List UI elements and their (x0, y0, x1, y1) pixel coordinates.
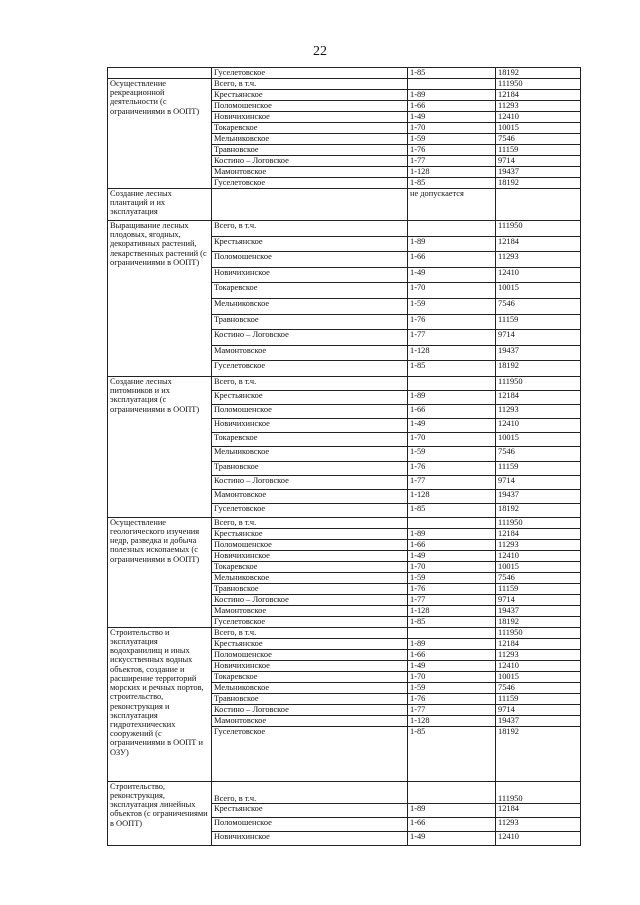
area-cell: 7546 (496, 447, 581, 461)
area-cell: 12410 (496, 267, 581, 283)
area-cell: 10015 (496, 283, 581, 299)
area-cell: 9714 (496, 330, 581, 346)
area-cell: 10015 (496, 561, 581, 572)
area-cell: 111950 (496, 221, 581, 237)
quarters-cell: 1-70 (408, 123, 496, 134)
quarters-cell: 1-70 (408, 283, 496, 299)
area-cell: 7546 (496, 572, 581, 583)
table-row (108, 221, 581, 237)
forestry-cell: Травновское (212, 583, 408, 594)
table-row (108, 517, 581, 528)
forestry-cell: Токаревское (212, 283, 408, 299)
quarters-cell: 1-89 (408, 236, 496, 252)
activity-cell: Создание лесных плантаций и их эксплуатация (108, 189, 212, 221)
forestry-cell: Костино – Логовское (212, 594, 408, 605)
area-cell: 111950 (496, 517, 581, 528)
quarters-cell: 1-49 (408, 832, 496, 846)
area-cell: 18192 (496, 68, 581, 79)
quarters-cell (408, 781, 496, 803)
area-cell: 18192 (496, 503, 581, 517)
forestry-cell: Костино – Логовское (212, 704, 408, 715)
forestry-cell: Всего, в т.ч. (212, 781, 408, 803)
quarters-cell: 1-70 (408, 433, 496, 447)
quarters-cell: 1-66 (408, 817, 496, 831)
forestry-cell: Мельниковское (212, 682, 408, 693)
quarters-cell (408, 517, 496, 528)
area-cell: 19437 (496, 167, 581, 178)
area-cell: 18192 (496, 361, 581, 377)
area-cell: 11159 (496, 461, 581, 475)
area-cell: 11293 (496, 649, 581, 660)
area-cell: 12184 (496, 528, 581, 539)
forestry-cell: Поломошенское (212, 252, 408, 268)
quarters-cell: 1-66 (408, 649, 496, 660)
area-cell: 11159 (496, 314, 581, 330)
quarters-cell: 1-70 (408, 561, 496, 572)
activity-cell: Выращивание лесных плодовых, ягодных, декоративных растений, лекарственных растений (с ограничениями в ООПТ) (108, 221, 212, 377)
area-cell: 11159 (496, 145, 581, 156)
forestry-cell: Гуселетовское (212, 361, 408, 377)
forestry-cell: Травновское (212, 314, 408, 330)
forestry-cell: Гуселетовское (212, 503, 408, 517)
forestry-cell: Всего, в т.ч. (212, 376, 408, 390)
forestry-cell: Всего, в т.ч. (212, 79, 408, 90)
quarters-cell (408, 221, 496, 237)
quarters-cell: 1-89 (408, 90, 496, 101)
forestry-cell: Костино – Логовское (212, 156, 408, 167)
forestry-cell: Токаревское (212, 561, 408, 572)
area-cell: 111950 (496, 79, 581, 90)
quarters-cell (408, 79, 496, 90)
area-cell: 9714 (496, 704, 581, 715)
forestry-cell: Мамонтовское (212, 489, 408, 503)
table-row (108, 627, 581, 638)
area-cell: 11159 (496, 583, 581, 594)
quarters-cell: 1-77 (408, 330, 496, 346)
area-cell: 18192 (496, 726, 581, 781)
area-cell (496, 189, 581, 221)
quarters-cell: не допускается (408, 189, 496, 221)
forestry-cell (212, 189, 408, 221)
area-cell: 19437 (496, 489, 581, 503)
area-cell: 111950 (496, 627, 581, 638)
area-cell: 10015 (496, 671, 581, 682)
quarters-cell: 1-70 (408, 671, 496, 682)
area-cell: 11293 (496, 817, 581, 831)
quarters-cell (408, 627, 496, 638)
forestry-cell: Поломошенское (212, 405, 408, 419)
quarters-cell: 1-77 (408, 156, 496, 167)
quarters-cell: 1-89 (408, 803, 496, 817)
forestry-cell: Новичихинское (212, 660, 408, 671)
area-cell: 111950 (496, 781, 581, 803)
quarters-cell: 1-76 (408, 583, 496, 594)
forestry-cell: Травновское (212, 693, 408, 704)
area-cell: 7546 (496, 134, 581, 145)
quarters-cell: 1-128 (408, 167, 496, 178)
forestry-cell: Гуселетовское (212, 616, 408, 627)
quarters-cell: 1-66 (408, 252, 496, 268)
quarters-cell: 1-66 (408, 101, 496, 112)
area-cell: 12184 (496, 236, 581, 252)
forestry-cell: Мамонтовское (212, 605, 408, 616)
forestry-cell: Травновское (212, 461, 408, 475)
area-cell: 9714 (496, 594, 581, 605)
activity-cell: Осуществление геологического изучения недр, разведка и добыча полезных ископаемых (с ограничениями в ООПТ) (108, 517, 212, 627)
quarters-cell: 1-128 (408, 489, 496, 503)
forestry-cell: Мельниковское (212, 298, 408, 314)
area-cell: 11293 (496, 539, 581, 550)
area-cell: 12410 (496, 660, 581, 671)
area-cell: 12184 (496, 90, 581, 101)
forestry-cell: Мельниковское (212, 134, 408, 145)
quarters-cell: 1-49 (408, 550, 496, 561)
forestry-cell: Поломошенское (212, 817, 408, 831)
quarters-cell: 1-59 (408, 572, 496, 583)
quarters-cell: 1-85 (408, 68, 496, 79)
table-row (108, 376, 581, 390)
area-cell: 111950 (496, 376, 581, 390)
area-cell: 12184 (496, 638, 581, 649)
forestry-cell: Токаревское (212, 671, 408, 682)
quarters-cell: 1-76 (408, 145, 496, 156)
area-cell: 19437 (496, 715, 581, 726)
forestry-cell: Крестьянское (212, 391, 408, 405)
forestry-cell: Мамонтовское (212, 167, 408, 178)
activity-cell: Строительство, реконструкция, эксплуатация линейных объектов (с ограничениями в ООПТ) (108, 781, 212, 845)
quarters-cell: 1-49 (408, 267, 496, 283)
quarters-cell: 1-77 (408, 594, 496, 605)
area-cell: 12410 (496, 550, 581, 561)
quarters-cell: 1-128 (408, 605, 496, 616)
area-cell: 7546 (496, 298, 581, 314)
forestry-cell: Всего, в т.ч. (212, 517, 408, 528)
quarters-cell: 1-89 (408, 391, 496, 405)
quarters-cell: 1-59 (408, 134, 496, 145)
forestry-cell: Новичихинское (212, 832, 408, 846)
quarters-cell: 1-66 (408, 405, 496, 419)
quarters-cell: 1-77 (408, 704, 496, 715)
quarters-cell: 1-49 (408, 419, 496, 433)
forestry-cell: Гуселетовское (212, 68, 408, 79)
table-row (108, 781, 581, 803)
forestry-cell: Крестьянское (212, 528, 408, 539)
quarters-cell: 1-77 (408, 475, 496, 489)
area-cell: 12410 (496, 832, 581, 846)
area-cell: 10015 (496, 433, 581, 447)
forestry-cell: Новичихинское (212, 550, 408, 561)
forestry-cell: Мельниковское (212, 447, 408, 461)
quarters-cell: 1-76 (408, 693, 496, 704)
forestry-cell: Крестьянское (212, 236, 408, 252)
forestry-cell: Крестьянское (212, 638, 408, 649)
forestry-cell: Мамонтовское (212, 715, 408, 726)
page-number: 22 (313, 44, 327, 59)
quarters-cell: 1-85 (408, 361, 496, 377)
area-cell: 12410 (496, 419, 581, 433)
forestry-cell: Поломошенское (212, 649, 408, 660)
quarters-cell: 1-59 (408, 682, 496, 693)
forestry-cell: Всего, в т.ч. (212, 221, 408, 237)
table-row (108, 68, 581, 79)
quarters-cell: 1-49 (408, 660, 496, 671)
area-cell: 9714 (496, 475, 581, 489)
area-cell: 9714 (496, 156, 581, 167)
area-cell: 7546 (496, 682, 581, 693)
forestry-cell: Новичихинское (212, 267, 408, 283)
area-cell: 19437 (496, 605, 581, 616)
forestry-cell: Костино – Логовское (212, 330, 408, 346)
forestry-cell: Костино – Логовское (212, 475, 408, 489)
quarters-cell: 1-76 (408, 314, 496, 330)
quarters-cell: 1-128 (408, 345, 496, 361)
forestry-cell: Гуселетовское (212, 726, 408, 781)
table-row (108, 79, 581, 90)
forestry-cell: Мамонтовское (212, 345, 408, 361)
quarters-cell (408, 376, 496, 390)
quarters-cell: 1-85 (408, 178, 496, 189)
area-cell: 12184 (496, 391, 581, 405)
forestry-cell: Крестьянское (212, 90, 408, 101)
area-cell: 12184 (496, 803, 581, 817)
quarters-cell: 1-49 (408, 112, 496, 123)
area-cell: 18192 (496, 178, 581, 189)
forestry-cell: Новичихинское (212, 112, 408, 123)
forestry-cell: Крестьянское (212, 803, 408, 817)
table-body (108, 68, 581, 846)
forestry-cell: Травновское (212, 145, 408, 156)
quarters-cell: 1-89 (408, 638, 496, 649)
quarters-cell: 1-85 (408, 503, 496, 517)
activity-cell (108, 68, 212, 79)
forestry-cell: Гуселетовское (212, 178, 408, 189)
area-cell: 19437 (496, 345, 581, 361)
table-row (108, 189, 581, 221)
activity-cell: Осуществление рекреационной деятельности (с ограничениями в ООПТ) (108, 79, 212, 189)
quarters-cell: 1-66 (408, 539, 496, 550)
forestry-cell: Поломошенское (212, 101, 408, 112)
area-cell: 11159 (496, 693, 581, 704)
forestry-cell: Мельниковское (212, 572, 408, 583)
forestry-cell: Токаревское (212, 433, 408, 447)
area-cell: 18192 (496, 616, 581, 627)
quarters-cell: 1-76 (408, 461, 496, 475)
quarters-cell: 1-59 (408, 447, 496, 461)
activity-cell: Строительство и эксплуатация водохранилищ и иных искусственных водных объектов, создание и расширение территорий морских и речных портов, строительство, реконструкция и эксплуатация гидротехнических сооружений (с ограничениями в ООПТ и ОЗУ) (108, 627, 212, 781)
quarters-cell: 1-85 (408, 726, 496, 781)
forestry-cell: Новичихинское (212, 419, 408, 433)
forestry-cell: Всего, в т.ч. (212, 627, 408, 638)
quarters-cell: 1-59 (408, 298, 496, 314)
area-cell: 12410 (496, 112, 581, 123)
forest-use-table (107, 67, 581, 846)
activity-cell: Создание лесных питомников и их эксплуатация (с ограничениями в ООПТ) (108, 376, 212, 517)
area-cell: 11293 (496, 405, 581, 419)
forestry-cell: Поломошенское (212, 539, 408, 550)
quarters-cell: 1-128 (408, 715, 496, 726)
area-cell: 10015 (496, 123, 581, 134)
area-cell: 11293 (496, 101, 581, 112)
forestry-cell: Токаревское (212, 123, 408, 134)
quarters-cell: 1-85 (408, 616, 496, 627)
quarters-cell: 1-89 (408, 528, 496, 539)
area-cell: 11293 (496, 252, 581, 268)
